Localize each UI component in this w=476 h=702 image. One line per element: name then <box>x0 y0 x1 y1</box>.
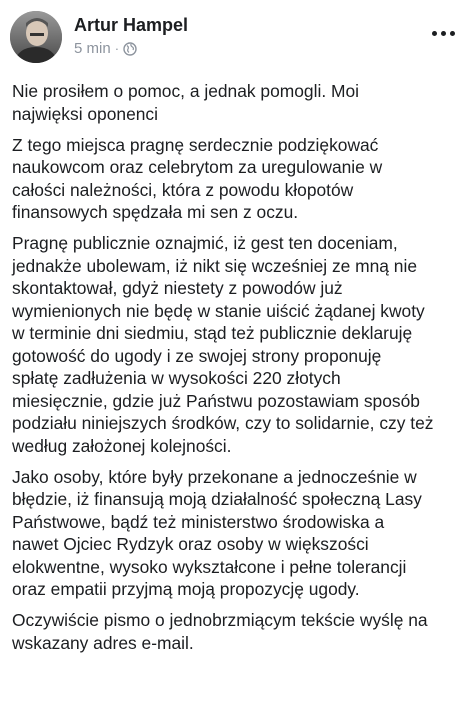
post-body <box>12 80 470 663</box>
globe-icon[interactable] <box>123 42 137 56</box>
post-paragraph: Z tego miejsca pragnę serdecznie podziękować naukowcom oraz celebrytom za uregulowanie w całości należności, która z powodu kłopotów finansowych spędzała mi sen z oczu. <box>12 134 383 222</box>
author-name[interactable]: Artur Hampel <box>74 15 189 35</box>
post-paragraph: Jako osoby, które były przekonane a jednocześnie w błędzie, iż finansują moją działalność społeczną Lasy Państwowe, bądź też ministerstwo środowiska a nawet Ojciec Rydzyk oraz osoby w większości elokwentne, wysoko wykształcone i pełne tolerancji oraz empatii przyjmą moją propozycję ugody. <box>12 466 422 599</box>
post-paragraph: Nie prosiłem o pomoc, a jednak pomogli. Moi najwięksi oponenci <box>12 81 360 124</box>
post-paragraph: Pragnę publicznie oznajmić, iż gest ten doceniam, jednakże ubolewam, iż nikt się wcześniej ze mną nie skontaktował, gdyż niestety z powodów już wymienionych nie będę w stanie uiścić żądanej kwoty w terminie dni siedmiu, stąd też publicznie deklaruję gotowość do ugody i ze swojej strony proponuję spłatę zadłużenia w wysokości 220 złotych miesięcznie, gdzie już Państwu pozostawiam sposób podziału niniejszych środków, czy to solidarnie, czy też według założonej kolejności. <box>12 233 434 456</box>
post-header <box>10 11 466 67</box>
post-paragraph: Oczywiście pismo o jednobrzmiącym tekście wyślę na wskazany adres e-mail. <box>12 610 428 653</box>
post-meta <box>74 40 137 57</box>
post-timestamp[interactable]: 5 min <box>74 40 111 57</box>
avatar-photo-icon <box>10 11 62 63</box>
avatar[interactable] <box>10 11 62 63</box>
meta-separator: · <box>114 41 120 56</box>
more-options-icon[interactable] <box>430 23 458 43</box>
